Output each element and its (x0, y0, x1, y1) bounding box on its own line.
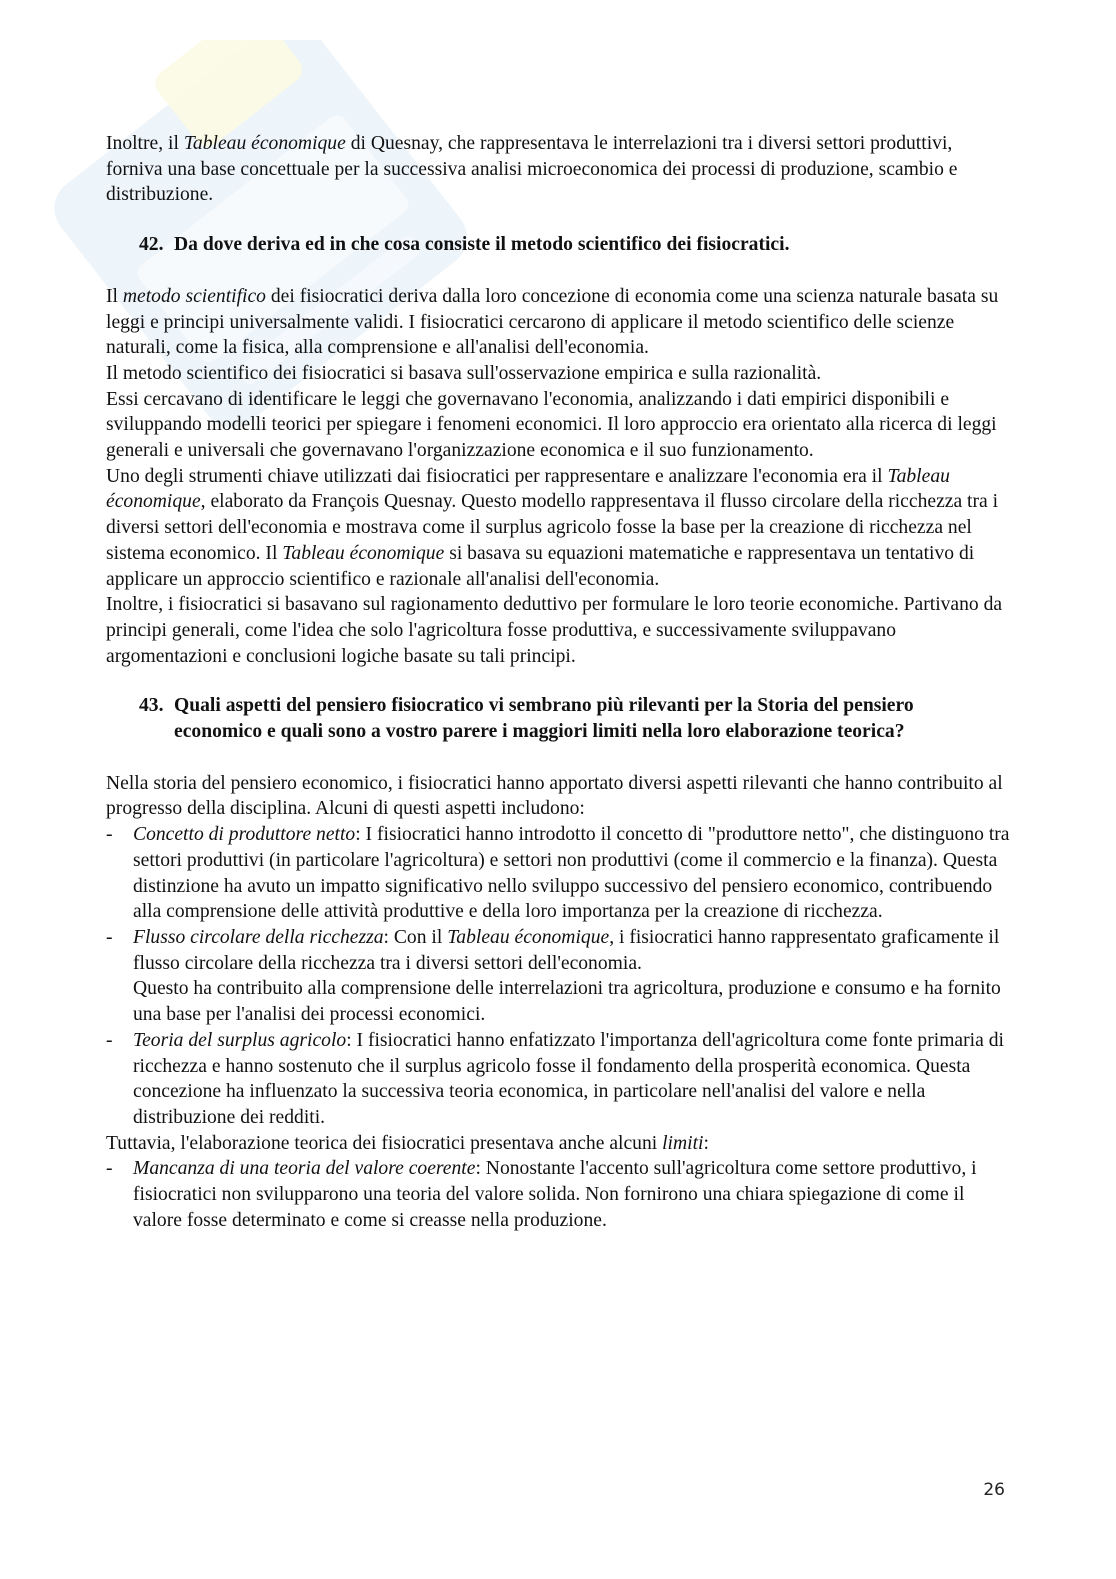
heading-q42 (106, 232, 1011, 258)
q42-paragraph-5: Inoltre, i fisiocratici si basavano sul ragionamento deduttivo per formulare le loro teorie economiche. Partivano da principi generali, come l'idea che solo l'agricoltura fosse produttiva, e successivamente sviluppavano argomentazioni e conclusioni logiche basate su tali principi. (106, 594, 1003, 667)
list-item: - Flusso circolare della ricchezza: Con il Tableau économique, i fisiocratici hanno rappresentato graficamente il flusso circolare della ricchezza tra i diversi settori dell'economia. Questo ha contribuito alla comprensione delle interrelazioni tra agricoltura, produzione e consumo e ha fornito una base per l'analisi dei processi economici. (106, 925, 1011, 1028)
heading-q43 (106, 693, 1011, 744)
intro-paragraph: Inoltre, il Tableau économique di Quesnay, che rappresentava le interrelazioni tra i diversi settori produttivi, forniva una base concettuale per la successiva analisi microeconomica dei processi di produzione, scambio e distribuzione. (106, 133, 958, 206)
q42-paragraph-4: Uno degli strumenti chiave utilizzati dai fisiocratici per rappresentare e analizzare l'economia era il Tableau économique, elaborato da François Quesnay. Questo modello rappresentava il flusso circolare della ricchezza tra i diversi settori dell'economia e mostrava come il surplus agricolo fosse la base per la creazione di ricchezza nel sistema economico. Il Tableau économique si basava su equazioni matematiche e rappresentava un tentativo di applicare un approccio scientifico e razionale all'analisi dell'economia. (106, 465, 999, 590)
question-number: 42. (139, 234, 164, 256)
q42-paragraph-1: Il metodo scientifico dei fisiocratici deriva dalla loro concezione di economia come una scienza naturale basata su leggi e principi universalmente validi. I fisiocratici cercarono di applicare il metodo scientifico delle scienze naturali, come la fisica, alla comprensione e all'analisi dell'economia. (106, 285, 999, 359)
document-content (106, 131, 1011, 1233)
question-number: 43. (139, 695, 164, 717)
aspects-list (106, 822, 1011, 1130)
q42-paragraph-2: Il metodo scientifico dei fisiocratici si basava sull'osservazione empirica e sulla razionalità. (106, 362, 822, 384)
list-item: - Teoria del surplus agricolo: I fisiocratici hanno enfatizzato l'importanza dell'agricoltura come fonte primaria di ricchezza e hanno sostenuto che il surplus agricolo fosse il fondamento della prosperità economica. Questa concezione ha influenzato la successiva teoria economica, in particolare nell'analisi del valore e nella distribuzione dei redditi. (106, 1028, 1011, 1131)
question-title: Quali aspetti del pensiero fisiocratico vi sembrano più rilevanti per la Storia del pensiero economico e quali sono a vostro parere i maggiori limiti nella loro elaborazione teorica? (174, 695, 914, 743)
limits-list (106, 1156, 1011, 1233)
list-item: - Concetto di produttore netto: I fisiocratici hanno introdotto il concetto di "produttore netto", che distinguono tra settori produttivi (in particolare l'agricoltura) e settori non produttivi (come il commercio e la finanza). Questa distinzione ha avuto un impatto significativo nello sviluppo successivo del pensiero economico, contribuendo alla comprensione delle attività produttive e della loro importanza per la creazione di ricchezza. (106, 822, 1011, 925)
question-title: Da dove deriva ed in che cosa consiste il metodo scientifico dei fisiocratici. (174, 234, 790, 256)
q42-paragraph-3: Essi cercavano di identificare le leggi che governavano l'economia, analizzando i dati empirici disponibili e sviluppando modelli teorici per spiegare i fenomeni economici. Il loro approccio era orientato alla ricerca di leggi generali e universali che governavano l'organizzazione economica e il suo funzionamento. (106, 388, 997, 462)
list-item: - Mancanza di una teoria del valore coerente: Nonostante l'accento sull'agricoltura come settore produttivo, i fisiocratici non svilupparono una teoria del valore solida. Non fornirono una chiara spiegazione di come il valore fosse determinato e come si creasse nella produzione. (106, 1156, 1011, 1233)
page-number: 26 (983, 1480, 1005, 1500)
q43-intro: Nella storia del pensiero economico, i fisiocratici hanno apportato diversi aspetti rilevanti che hanno contribuito al progresso della disciplina. Alcuni di questi aspetti includono: (106, 772, 1003, 820)
limits-intro: Tuttavia, l'elaborazione teorica dei fisiocratici presentava anche alcuni limiti: (106, 1132, 709, 1154)
